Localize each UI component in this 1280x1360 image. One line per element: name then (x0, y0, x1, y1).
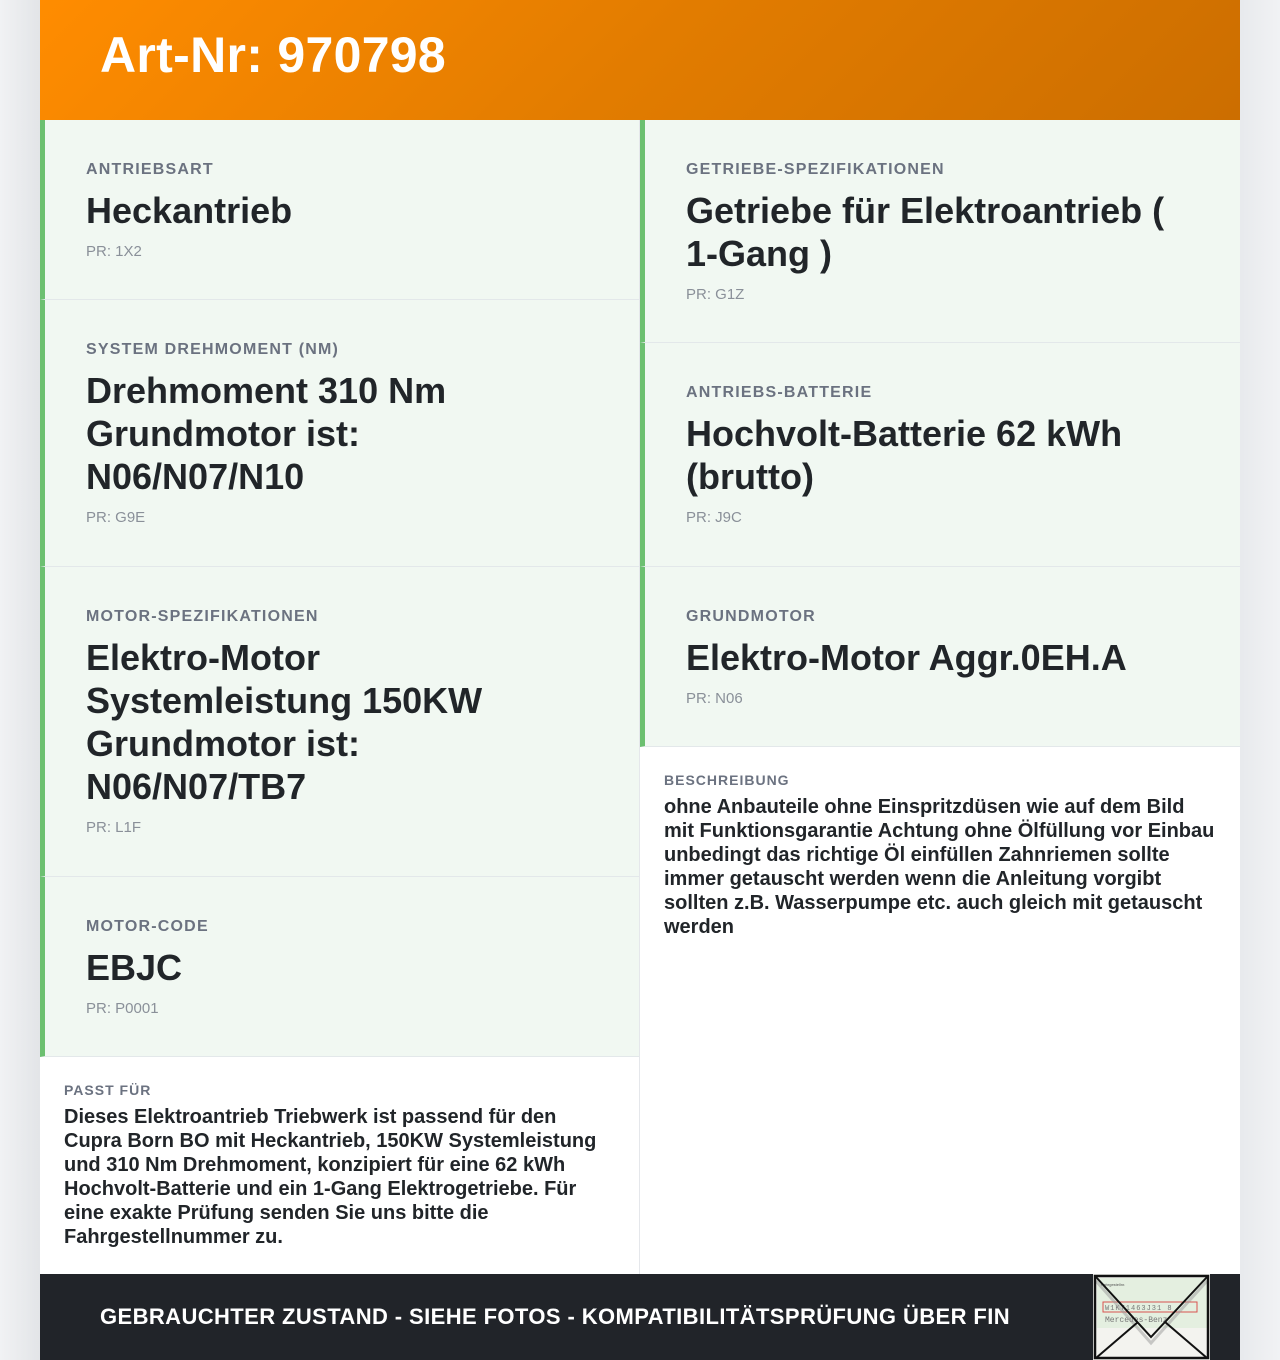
description-label: BESCHREIBUNG (664, 772, 790, 788)
spec-value: Heckantrieb (86, 190, 293, 231)
spec-value: Getriebe für Elektroantrieb ( 1-Gang ) (686, 190, 1165, 274)
spec-value: Elektro-Motor Systemleistung 150KW Grundmotor ist: N06/N07/TB7 (86, 637, 483, 807)
spec-pr-code: PR: L1F (86, 819, 142, 836)
envelope-vin-icon (1093, 1274, 1210, 1360)
spec-card-drehmoment (40, 300, 639, 567)
spec-card-grundmotor (640, 567, 1240, 747)
spec-pr-code: PR: 1X2 (86, 243, 142, 260)
svg-text:W1K71463J31 8: W1K71463J31 8 (1105, 1305, 1173, 1313)
spec-pr-code: PR: N06 (686, 690, 743, 707)
spec-grid (40, 120, 1240, 1274)
fits-section (40, 1057, 639, 1269)
footer-condition-text: GEBRAUCHTER ZUSTAND - SIEHE FOTOS - KOMPATIBILITÄTSPRÜFUNG ÜBER FIN (100, 1304, 1011, 1329)
spec-value: Elektro-Motor Aggr.0EH.A (686, 637, 1127, 678)
spec-value: Drehmoment 310 Nm Grundmotor ist: N06/N07/N10 (86, 370, 447, 497)
spec-card-motor-spezifikationen (40, 567, 639, 877)
fits-label: PASST FÜR (64, 1082, 152, 1098)
spec-value: Hochvolt-Batterie 62 kWh (brutto) (686, 413, 1123, 497)
spec-pr-code: PR: P0001 (86, 1000, 159, 1017)
svg-text:Fahrgestellnr.: Fahrgestellnr. (1101, 1282, 1126, 1287)
spec-pr-code: PR: G9E (86, 509, 146, 526)
spec-card-antriebsart (40, 120, 639, 300)
spec-card-getriebe (640, 120, 1240, 343)
spec-label: GETRIEBE-SPEZIFIKATIONEN (686, 161, 945, 178)
spec-column-right (640, 120, 1240, 1274)
spec-label: ANTRIEBS-BATTERIE (686, 384, 873, 401)
spec-label: SYSTEM DREHMOMENT (NM) (86, 341, 340, 358)
product-sheet (40, 0, 1240, 1360)
fits-text: Dieses Elektroantrieb Triebwerk ist passend für den Cupra Born BO mit Heckantrieb, 150KW Systemleistung und 310 Nm Drehmoment, konzipiert für eine 62 kWh Hochvolt-Batterie und ein 1-Gang Elektrogetriebe. Für eine exakte Prüfung senden Sie uns bitte die Fahrgestellnummer zu. (64, 1106, 597, 1248)
header-banner (40, 0, 1240, 120)
footer-bar (40, 1274, 1240, 1360)
spec-card-motor-code (40, 877, 639, 1057)
svg-text:Mercedes-Benz: Mercedes-Benz (1105, 1316, 1168, 1325)
description-section (640, 747, 1240, 959)
spec-label: MOTOR-SPEZIFIKATIONEN (86, 608, 319, 625)
vin-envelope-image[interactable] (1093, 1274, 1210, 1360)
spec-label: ANTRIEBSART (86, 161, 214, 178)
spec-column-left (40, 120, 640, 1274)
description-text: ohne Anbauteile ohne Einspritzdüsen wie auf dem Bild mit Funktionsgarantie Achtung ohne Ölfüllung vor Einbau unbedingt das richtige Öl einfüllen Zahnriemen sollte immer getauscht werden wenn die Anleitung vorgibt sollten z.B. Wasserpumpe etc. auch gleich mit getauscht werden (664, 796, 1215, 938)
spec-label: GRUNDMOTOR (686, 608, 816, 625)
spec-pr-code: PR: G1Z (686, 286, 745, 303)
article-number-title: Art-Nr: 970798 (100, 27, 447, 83)
spec-label: MOTOR-CODE (86, 918, 209, 935)
spec-card-batterie (640, 343, 1240, 567)
spec-value: EBJC (86, 947, 183, 988)
spec-pr-code: PR: J9C (686, 509, 742, 526)
